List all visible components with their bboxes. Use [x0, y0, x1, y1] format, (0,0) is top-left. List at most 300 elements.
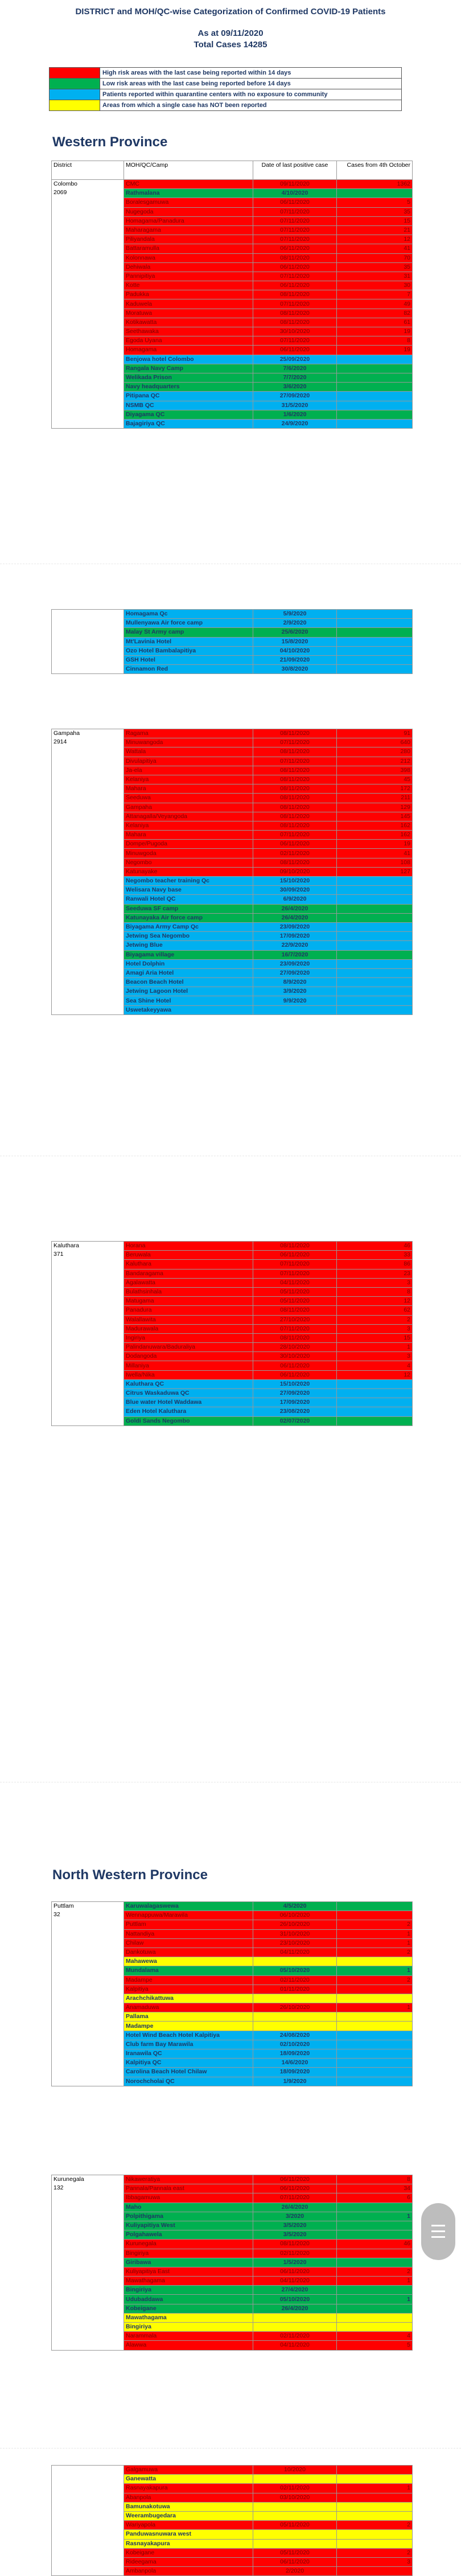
cases-cell — [337, 2012, 413, 2022]
cases-cell — [337, 2031, 413, 2040]
area-cell: Polgahawela — [124, 2230, 253, 2240]
area-cell: Amagi Aria Hotel — [124, 968, 253, 977]
legend-text: Areas from which a single case has NOT been reported — [100, 100, 402, 111]
gampaha-table — [51, 729, 413, 1015]
area-cell: Panadura — [124, 1306, 253, 1315]
date-cell: 25/09/2020 — [253, 355, 337, 364]
table-row — [52, 2466, 413, 2475]
area-cell: Ragama — [124, 729, 253, 738]
area-cell: Negombo — [124, 858, 253, 867]
district-name: Kaluthara — [53, 1242, 79, 1249]
date-cell: 27/09/2020 — [253, 968, 337, 977]
date-cell: 23/09/2020 — [253, 922, 337, 931]
date-cell: 1/5/2020 — [253, 2258, 337, 2267]
area-cell: Cinnamon Red — [124, 665, 253, 674]
cases-cell: 3 — [337, 1278, 413, 1287]
table-row — [52, 1902, 413, 1911]
cases-cell — [337, 2249, 413, 2258]
date-cell: 30/10/2020 — [253, 1352, 337, 1361]
cases-cell: 46 — [337, 1242, 413, 1251]
area-cell: Negombo teacher training Qc — [124, 877, 253, 886]
date-cell: 08/11/2020 — [253, 318, 337, 327]
cases-cell — [337, 2313, 413, 2322]
area-cell: Bingiriya — [124, 2249, 253, 2258]
date-cell: 02/11/2020 — [253, 2332, 337, 2341]
area-cell: Iwella/Nika — [124, 1370, 253, 1379]
area-cell: Norochcholai QC — [124, 2077, 253, 2086]
date-cell: 07/11/2020 — [253, 225, 337, 235]
date-cell: 07/11/2020 — [253, 207, 337, 216]
date-cell: 06/11/2020 — [253, 1361, 337, 1370]
cases-cell — [337, 419, 413, 428]
date-cell: 08/11/2020 — [253, 803, 337, 812]
area-cell: Homagama/Panadura — [124, 216, 253, 225]
area-cell: Mahawewa — [124, 1957, 253, 1966]
area-cell: Jetwing Lagoon Hotel — [124, 987, 253, 996]
district-total: 371 — [53, 1251, 64, 1258]
cases-cell — [337, 2539, 413, 2548]
date-cell: 07/11/2020 — [253, 2193, 337, 2203]
cases-cell — [337, 2059, 413, 2068]
date-cell: 02/07/2020 — [253, 1416, 337, 1425]
area-cell: Mawathagama — [124, 2313, 253, 2322]
area-cell: Dodangoda — [124, 1352, 253, 1361]
area-cell: Benjowa hotel Colombo — [124, 355, 253, 364]
area-cell: Bandaragama — [124, 1269, 253, 1278]
area-cell: Mundalama — [124, 1966, 253, 1975]
area-cell: Eden Hotel Kaluthara — [124, 1407, 253, 1416]
date-cell: 15/10/2020 — [253, 877, 337, 886]
cases-cell — [337, 904, 413, 913]
date-cell: 3/5/2020 — [253, 2221, 337, 2230]
date-cell: 05/11/2020 — [253, 2521, 337, 2530]
cases-cell: 5 — [337, 198, 413, 207]
col-cases: Cases from 4th October — [337, 161, 413, 180]
area-cell: Kaluthara QC — [124, 1379, 253, 1388]
area-cell: Maharagama — [124, 225, 253, 235]
cases-cell: 8 — [337, 1287, 413, 1296]
cases-cell: 4 — [337, 1361, 413, 1370]
area-cell: Jetwing Sea Negombo — [124, 932, 253, 941]
cases-cell: 162 — [337, 821, 413, 830]
date-cell: 04/10/2020 — [253, 646, 337, 655]
legend-text: High risk areas with the last case being reported within 14 days — [100, 68, 402, 79]
date-cell: 27/4/2020 — [253, 2286, 337, 2295]
area-cell: Madampe — [124, 2022, 253, 2031]
area-cell: Diyagama QC — [124, 410, 253, 419]
date-cell: 27/10/2020 — [253, 1315, 337, 1324]
legend-table — [49, 67, 402, 111]
date-cell — [253, 1005, 337, 1014]
cases-cell: 1 — [337, 1966, 413, 1975]
district-total: 32 — [53, 1911, 60, 1918]
cases-cell — [337, 2493, 413, 2502]
date-cell: 06/11/2020 — [253, 244, 337, 253]
cases-cell — [337, 2221, 413, 2230]
area-cell: Jetwing Blue — [124, 941, 253, 950]
area-cell: Blue water Hotel Waddawa — [124, 1398, 253, 1407]
cases-cell — [337, 978, 413, 987]
area-cell: Minuwgoda — [124, 849, 253, 858]
area-cell: Bulathsinhala — [124, 1287, 253, 1296]
legend-swatch-red — [50, 68, 100, 79]
area-cell: Ingiriya — [124, 1333, 253, 1342]
date-cell: 05/11/2020 — [253, 1287, 337, 1296]
cases-cell: 1 — [337, 1938, 413, 1948]
date-cell: 02/11/2020 — [253, 849, 337, 858]
date-cell: 08/11/2020 — [253, 1306, 337, 1315]
district-total: 2914 — [53, 738, 67, 745]
date-cell: 22/9/2020 — [253, 941, 337, 950]
area-cell: Boralesgamuwa — [124, 198, 253, 207]
cases-cell: 23 — [337, 1269, 413, 1278]
area-cell: Wattala — [124, 747, 253, 757]
cases-cell — [337, 1389, 413, 1398]
cases-cell — [337, 2040, 413, 2049]
cases-cell — [337, 1911, 413, 1920]
area-cell: Malay St Army camp — [124, 628, 253, 637]
district-name: Gampaha — [53, 730, 80, 737]
area-cell: Club farm Bay Marawila — [124, 2040, 253, 2049]
district-name: Colombo — [53, 180, 78, 187]
date-cell: 09/11/2020 — [253, 180, 337, 189]
cases-cell — [337, 1985, 413, 1994]
date-cell: 02/11/2020 — [253, 2249, 337, 2258]
date-cell: 08/11/2020 — [253, 794, 337, 803]
cases-cell: 35 — [337, 207, 413, 216]
date-cell: 17/09/2020 — [253, 932, 337, 941]
area-cell: Puttlam — [124, 1920, 253, 1929]
area-cell: Dompe/Pugoda — [124, 840, 253, 849]
area-cell: Pannipitiya — [124, 272, 253, 281]
area-cell: Sea Shine Hotel — [124, 996, 253, 1005]
district-name: Puttlam — [53, 1903, 74, 1909]
date-cell: 2/2020 — [253, 2567, 337, 2576]
cases-cell — [337, 2022, 413, 2031]
cases-cell — [337, 886, 413, 895]
cases-cell — [337, 646, 413, 655]
col-date: Date of last positive case — [253, 161, 337, 180]
area-cell: Gampaha — [124, 803, 253, 812]
area-cell: Abanpola — [124, 2493, 253, 2502]
province-title: North Western Province — [52, 1867, 208, 1883]
province-title: Western Province — [52, 134, 168, 150]
area-cell: GSH Hotel — [124, 655, 253, 664]
date-cell: 07/11/2020 — [253, 1324, 337, 1333]
cases-cell — [337, 2466, 413, 2475]
area-cell: Rathmalana — [124, 189, 253, 198]
area-cell: Wariyapola — [124, 2521, 253, 2530]
cases-cell — [337, 189, 413, 198]
area-cell: Beruwala — [124, 1251, 253, 1260]
date-cell: 03/10/2020 — [253, 2493, 337, 2502]
date-cell: 05/11/2020 — [253, 2548, 337, 2557]
date-cell: 7/7/2020 — [253, 373, 337, 382]
area-cell: Seethawaka — [124, 327, 253, 336]
date-cell: 3/2020 — [253, 2212, 337, 2221]
area-cell: Attanagalla/Veyangoda — [124, 812, 253, 821]
area-cell: Battaramulla — [124, 244, 253, 253]
area-cell: Polpithigama — [124, 2212, 253, 2221]
cases-cell: 1 — [337, 2003, 413, 2012]
cases-cell: 46 — [337, 2240, 413, 2249]
area-cell: Biyagama Army Camp Qc — [124, 922, 253, 931]
table-row — [52, 610, 413, 619]
area-cell: Mahara — [124, 831, 253, 840]
date-cell: 07/11/2020 — [253, 216, 337, 225]
area-cell: Kotte — [124, 281, 253, 290]
area-cell: Goldi Sands Negombo — [124, 1416, 253, 1425]
cases-cell — [337, 1957, 413, 1966]
colombo-table-continued — [51, 609, 413, 674]
date-cell: 3/6/2020 — [253, 383, 337, 392]
cases-cell: 1 — [337, 2212, 413, 2221]
cases-cell: 12 — [337, 1370, 413, 1379]
area-cell: Ja-ela — [124, 766, 253, 775]
cases-cell — [337, 637, 413, 646]
area-cell: Chilaw — [124, 1938, 253, 1948]
area-cell: Panduwasnuwara west — [124, 2530, 253, 2539]
area-cell: Uswetakeyyawa — [124, 1005, 253, 1014]
cases-cell: 2 — [337, 1975, 413, 1985]
date-cell: 23/10/2020 — [253, 1938, 337, 1948]
cases-cell — [337, 2258, 413, 2267]
area-cell: Kelaniya — [124, 775, 253, 784]
cases-cell: 640 — [337, 738, 413, 747]
cases-cell: 30 — [337, 281, 413, 290]
cases-cell — [337, 968, 413, 977]
cases-cell: 12 — [337, 1297, 413, 1306]
area-cell: Seeduwa SF camp — [124, 904, 253, 913]
cases-cell: 61 — [337, 318, 413, 327]
area-cell: Biyagama village — [124, 950, 253, 959]
date-cell: 02/11/2020 — [253, 1975, 337, 1985]
area-cell: Kolonnawa — [124, 253, 253, 262]
area-cell: Udubaddawa — [124, 2295, 253, 2304]
cases-cell: 398 — [337, 766, 413, 775]
date-cell: 4/5/2020 — [253, 1902, 337, 1911]
area-cell: Kelaniya — [124, 821, 253, 830]
district-cell — [52, 729, 124, 1015]
table-row — [52, 1242, 413, 1251]
date-cell: 04/11/2020 — [253, 2277, 337, 2286]
date-cell: 15/8/2020 — [253, 637, 337, 646]
table-row — [52, 729, 413, 738]
date-cell: 06/11/2020 — [253, 2175, 337, 2184]
date-cell: 07/11/2020 — [253, 299, 337, 309]
menu-line — [431, 2230, 445, 2232]
date-cell: 08/11/2020 — [253, 784, 337, 794]
date-cell: 07/11/2020 — [253, 235, 337, 244]
date-cell: 26/4/2020 — [253, 2203, 337, 2212]
district-cell — [52, 610, 124, 674]
date-cell — [253, 2313, 337, 2322]
date-cell: 08/11/2020 — [253, 766, 337, 775]
as-at-date: As at 09/11/2020 — [197, 28, 264, 38]
date-cell: 09/10/2020 — [253, 867, 337, 876]
area-cell: Carolina Beach Hotel Chilaw — [124, 2068, 253, 2077]
date-cell: 08/11/2020 — [253, 821, 337, 830]
cases-cell — [337, 959, 413, 968]
area-cell: Madurawala — [124, 1324, 253, 1333]
kurunegala-table-continued — [51, 2465, 413, 2576]
report-title: DISTRICT and MOH/QC-wise Categorization of Confirmed COVID-19 Patients — [75, 7, 386, 17]
cases-cell: 1 — [337, 2484, 413, 2493]
area-cell: Palindanuwara/Baduraliya — [124, 1343, 253, 1352]
area-cell: Kalpitiya — [124, 1985, 253, 1994]
date-cell: 23/08/2020 — [253, 1407, 337, 1416]
district-cell — [52, 2175, 124, 2351]
area-cell: Agalawatta — [124, 1278, 253, 1287]
date-cell: 08/11/2020 — [253, 747, 337, 757]
date-cell: 06/11/2020 — [253, 2267, 337, 2276]
date-cell — [253, 1994, 337, 2003]
cases-cell — [337, 1398, 413, 1407]
date-cell: 08/11/2020 — [253, 2240, 337, 2249]
date-cell: 5/9/2020 — [253, 610, 337, 619]
date-cell: 08/11/2020 — [253, 1242, 337, 1251]
legend-row — [50, 89, 402, 100]
cases-cell: 21 — [337, 225, 413, 235]
area-cell: Kobeigane — [124, 2304, 253, 2313]
area-cell: Hotel Dolphin — [124, 959, 253, 968]
date-cell: 26/4/2020 — [253, 913, 337, 922]
cases-cell: 49 — [337, 299, 413, 309]
cases-cell: 31 — [337, 272, 413, 281]
cases-cell — [337, 628, 413, 637]
area-cell: NSMB QC — [124, 401, 253, 410]
menu-fab-icon[interactable] — [421, 2203, 455, 2260]
cases-cell — [337, 2502, 413, 2511]
colombo-table — [51, 161, 413, 429]
date-cell: 04/11/2020 — [253, 2341, 337, 2350]
date-cell: 08/11/2020 — [253, 290, 337, 299]
menu-line — [431, 2236, 445, 2238]
area-cell: Citrus Waskaduwa QC — [124, 1389, 253, 1398]
date-cell: 18/09/2020 — [253, 2068, 337, 2077]
cases-cell — [337, 2475, 413, 2484]
date-cell: 04/11/2020 — [253, 1948, 337, 1957]
table-row — [52, 2175, 413, 2184]
date-cell: 7/6/2020 — [253, 364, 337, 373]
area-cell: Ranwali Hotel QC — [124, 895, 253, 904]
date-cell: 07/11/2020 — [253, 1260, 337, 1269]
date-cell: 25/6/2020 — [253, 628, 337, 637]
date-cell: 9/9/2020 — [253, 996, 337, 1005]
cases-cell — [337, 373, 413, 382]
area-cell: Welisara Navy base — [124, 886, 253, 895]
kurunegala-table — [51, 2175, 413, 2351]
date-cell: 30/8/2020 — [253, 665, 337, 674]
date-cell: 06/11/2020 — [253, 1251, 337, 1260]
table-row — [52, 180, 413, 189]
cases-cell: 212 — [337, 757, 413, 766]
cases-cell: 6 — [337, 2193, 413, 2203]
area-cell: Moratuwa — [124, 309, 253, 318]
legend-text: Patients reported within quarantine centers with no exposure to community — [100, 89, 402, 100]
area-cell: Maho — [124, 2203, 253, 2212]
cases-cell — [337, 2068, 413, 2077]
cases-cell — [337, 2304, 413, 2313]
cases-cell: 45 — [337, 775, 413, 784]
cases-cell: 2 — [337, 1315, 413, 1324]
area-cell: Seeduwa — [124, 794, 253, 803]
date-cell: 3/9/2020 — [253, 987, 337, 996]
cases-cell: 1362 — [337, 180, 413, 189]
area-cell: Arachchikattuwa — [124, 1994, 253, 2003]
cases-cell — [337, 932, 413, 941]
cases-cell: 7 — [337, 290, 413, 299]
cases-cell: 1 — [337, 2295, 413, 2304]
date-cell: 06/11/2020 — [253, 262, 337, 272]
area-cell: Piliyandala — [124, 235, 253, 244]
area-cell: Rangala Navy Camp — [124, 364, 253, 373]
cases-cell — [337, 987, 413, 996]
area-cell: Giribawa — [124, 2258, 253, 2267]
date-cell — [253, 2323, 337, 2332]
date-cell: 06/10/2020 — [253, 1911, 337, 1920]
area-cell: Wennappuwa/Marawila — [124, 1911, 253, 1920]
area-cell: Pannala/Pannala east — [124, 2184, 253, 2193]
area-cell: Navy headquarters — [124, 383, 253, 392]
cases-cell: 2 — [337, 1948, 413, 1957]
cases-cell: 91 — [337, 729, 413, 738]
area-cell: Ambanpola — [124, 2567, 253, 2576]
area-cell: Bamunakotuwa — [124, 2502, 253, 2511]
area-cell: CMC — [124, 180, 253, 189]
cases-cell: 15 — [337, 1333, 413, 1342]
cases-cell — [337, 355, 413, 364]
date-cell — [253, 2012, 337, 2022]
cases-cell — [337, 401, 413, 410]
area-cell: Iranawila QC — [124, 2049, 253, 2059]
cases-cell — [337, 1994, 413, 2003]
area-cell: Kaluthara — [124, 1260, 253, 1269]
cases-cell: 3 — [337, 2557, 413, 2566]
cases-cell: 129 — [337, 803, 413, 812]
area-cell: Kotikawatta — [124, 318, 253, 327]
area-cell: Katunayake — [124, 867, 253, 876]
date-cell — [253, 1957, 337, 1966]
cases-cell — [337, 950, 413, 959]
cases-cell: 41 — [337, 244, 413, 253]
cases-cell — [337, 364, 413, 373]
area-cell: Galgamuwa — [124, 2466, 253, 2475]
cases-cell: 15 — [337, 216, 413, 225]
area-cell: Kalpitiya QC — [124, 2059, 253, 2068]
area-cell: Anamaduwa — [124, 2003, 253, 2012]
area-cell: Millaniya — [124, 1361, 253, 1370]
area-cell: Divulapitiya — [124, 757, 253, 766]
cases-cell — [337, 2323, 413, 2332]
area-cell: Homagama — [124, 346, 253, 355]
total-cases: Total Cases 14285 — [194, 40, 267, 50]
date-cell: 15/10/2020 — [253, 1379, 337, 1388]
cases-cell — [337, 655, 413, 664]
date-cell: 07/11/2020 — [253, 336, 337, 346]
legend-row — [50, 68, 402, 79]
area-cell: Rideegama — [124, 2557, 253, 2566]
cases-cell: 2 — [337, 2548, 413, 2557]
date-cell: 02/11/2020 — [253, 2484, 337, 2493]
cases-cell: 162 — [337, 831, 413, 840]
cases-cell — [337, 1407, 413, 1416]
kalutara-table — [51, 1241, 413, 1426]
cases-cell — [337, 1902, 413, 1911]
cases-cell: 86 — [337, 1260, 413, 1269]
cases-cell — [337, 392, 413, 401]
date-cell: 28/10/2020 — [253, 1343, 337, 1352]
